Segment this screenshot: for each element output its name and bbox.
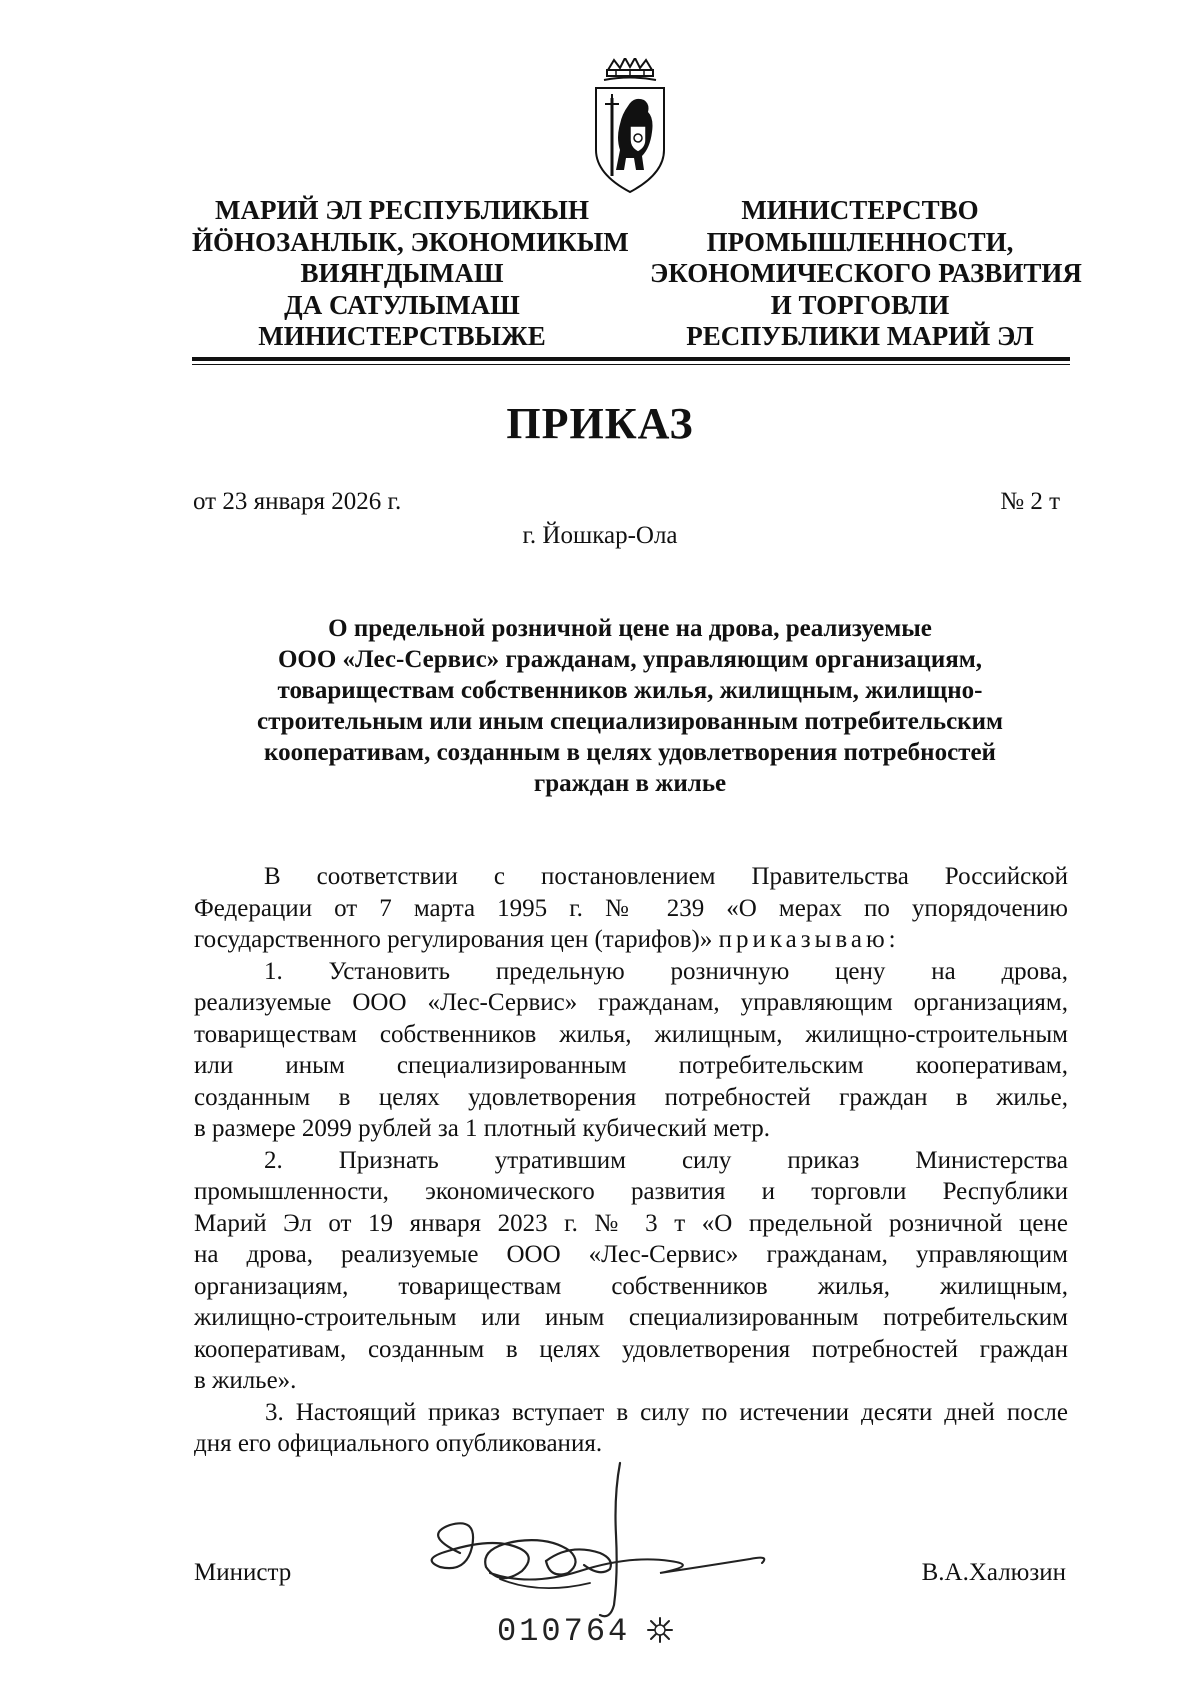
header-russian-line: ПРОМЫШЛЕННОСТИ, <box>706 226 1014 257</box>
item-2-line: Марий Эл от 19 января 2023 г. № 3 т «О предельной розничной цене <box>194 1209 1068 1237</box>
subject-line: ООО «Лес-Сервис» гражданам, управляющим организациям, <box>277 646 983 673</box>
item-3-line: дня его официального опубликования. <box>194 1430 603 1457</box>
header-mari-line: ДА САТУЛЫМАШ <box>284 289 520 320</box>
item-2-line: на дрова, реализуемые ООО «Лес-Сервис» гражданам, управляющим <box>194 1241 1068 1268</box>
document-number: № 2 т <box>1000 488 1060 515</box>
document-body <box>194 861 1068 1460</box>
header-mari <box>192 195 629 353</box>
item-1-line: реализуемые ООО «Лес-Сервис» гражданам, управляющим организациям, <box>194 989 1068 1016</box>
header-divider <box>192 357 1070 361</box>
header-russian <box>650 195 1082 353</box>
document-date: от 23 января 2026 г. <box>193 488 402 515</box>
signer-role: Министр <box>194 1559 292 1586</box>
header-russian-line: И ТОРГОВЛИ <box>770 289 950 320</box>
item-2-line: 2. Признать утратившим силу приказ Министерства <box>264 1146 1068 1174</box>
subject-line: строительным или иным специализированным потребительским <box>256 708 1004 735</box>
order-word: приказываю: <box>718 926 900 953</box>
header-mari-line: ЙӦНОЗАНЛЫК, ЭКОНОМИКЫМ <box>192 226 629 257</box>
subject-line: кооперативам, созданным в целях удовлетворения потребностей <box>264 739 996 766</box>
preamble-tail: государственного регулирования цен (тарифов)» <box>194 926 713 953</box>
document-serial-number: 010764 <box>497 1613 631 1650</box>
item-2-line: в жилье». <box>194 1367 297 1394</box>
item-1-line: 1. Установить предельную розничную цену на дрова, <box>264 957 1068 985</box>
handwritten-signature <box>400 1455 840 1635</box>
item-3-line: 3. Настоящий приказ вступает в силу по истечении десяти дней после <box>265 1398 1068 1426</box>
header-divider-thin <box>192 364 1070 365</box>
subject-line: товариществам собственников жилья, жилищным, жилищно- <box>277 677 983 704</box>
header-russian-line: ЭКОНОМИЧЕСКОГО РАЗВИТИЯ <box>650 258 1082 288</box>
subject-line: О предельной розничной цене на дрова, реализуемые <box>328 615 932 642</box>
header-russian-line: МИНИСТЕРСТВО <box>741 195 979 225</box>
asterisk-mark-icon <box>645 1615 675 1645</box>
header-mari-line: ВИЯҤДЫМАШ <box>300 258 504 288</box>
signer-name: В.А.Халюзин <box>921 1559 1066 1586</box>
item-1-line: или иным специализированным потребительским кооперативам, <box>194 1052 1068 1079</box>
item-2-line: организациям, товариществам собственников жилья, жилищным, <box>194 1272 1068 1300</box>
item-1-line: в размере 2099 рублей за 1 плотный кубический метр. <box>194 1115 771 1142</box>
subject-line: граждан в жилье <box>533 770 727 797</box>
header-russian-line: РЕСПУБЛИКИ МАРИЙ ЭЛ <box>686 321 1034 351</box>
item-1-line: созданным в целях удовлетворения потребностей граждан в жилье, <box>194 1083 1068 1111</box>
body-line: Федерации от 7 марта 1995 г. № 239 «О мерах по упорядочению <box>194 894 1068 922</box>
item-2-line: кооперативам, созданным в целях удовлетворения потребностей граждан <box>194 1335 1068 1363</box>
item-1-line: товариществам собственников жилья, жилищным, жилищно-строительным <box>194 1020 1068 1048</box>
document-city: г. Йошкар-Ола <box>522 522 678 549</box>
body-line <box>194 924 1068 956</box>
coat-of-arms-icon <box>588 58 672 196</box>
document-subject <box>195 613 1065 799</box>
item-2-line: жилищно-строительным или иным специализированным потребительским <box>194 1304 1068 1331</box>
item-2-line: промышленности, экономического развития и торговли Республики <box>194 1178 1068 1205</box>
body-line: В соответствии с постановлением Правительства Российской <box>264 863 1068 890</box>
header-mari-line: МАРИЙ ЭЛ РЕСПУБЛИКЫН <box>215 195 589 225</box>
document-title: ПРИКАЗ <box>506 399 694 448</box>
header-mari-line: МИНИСТЕРСТВЫЖЕ <box>258 321 546 351</box>
